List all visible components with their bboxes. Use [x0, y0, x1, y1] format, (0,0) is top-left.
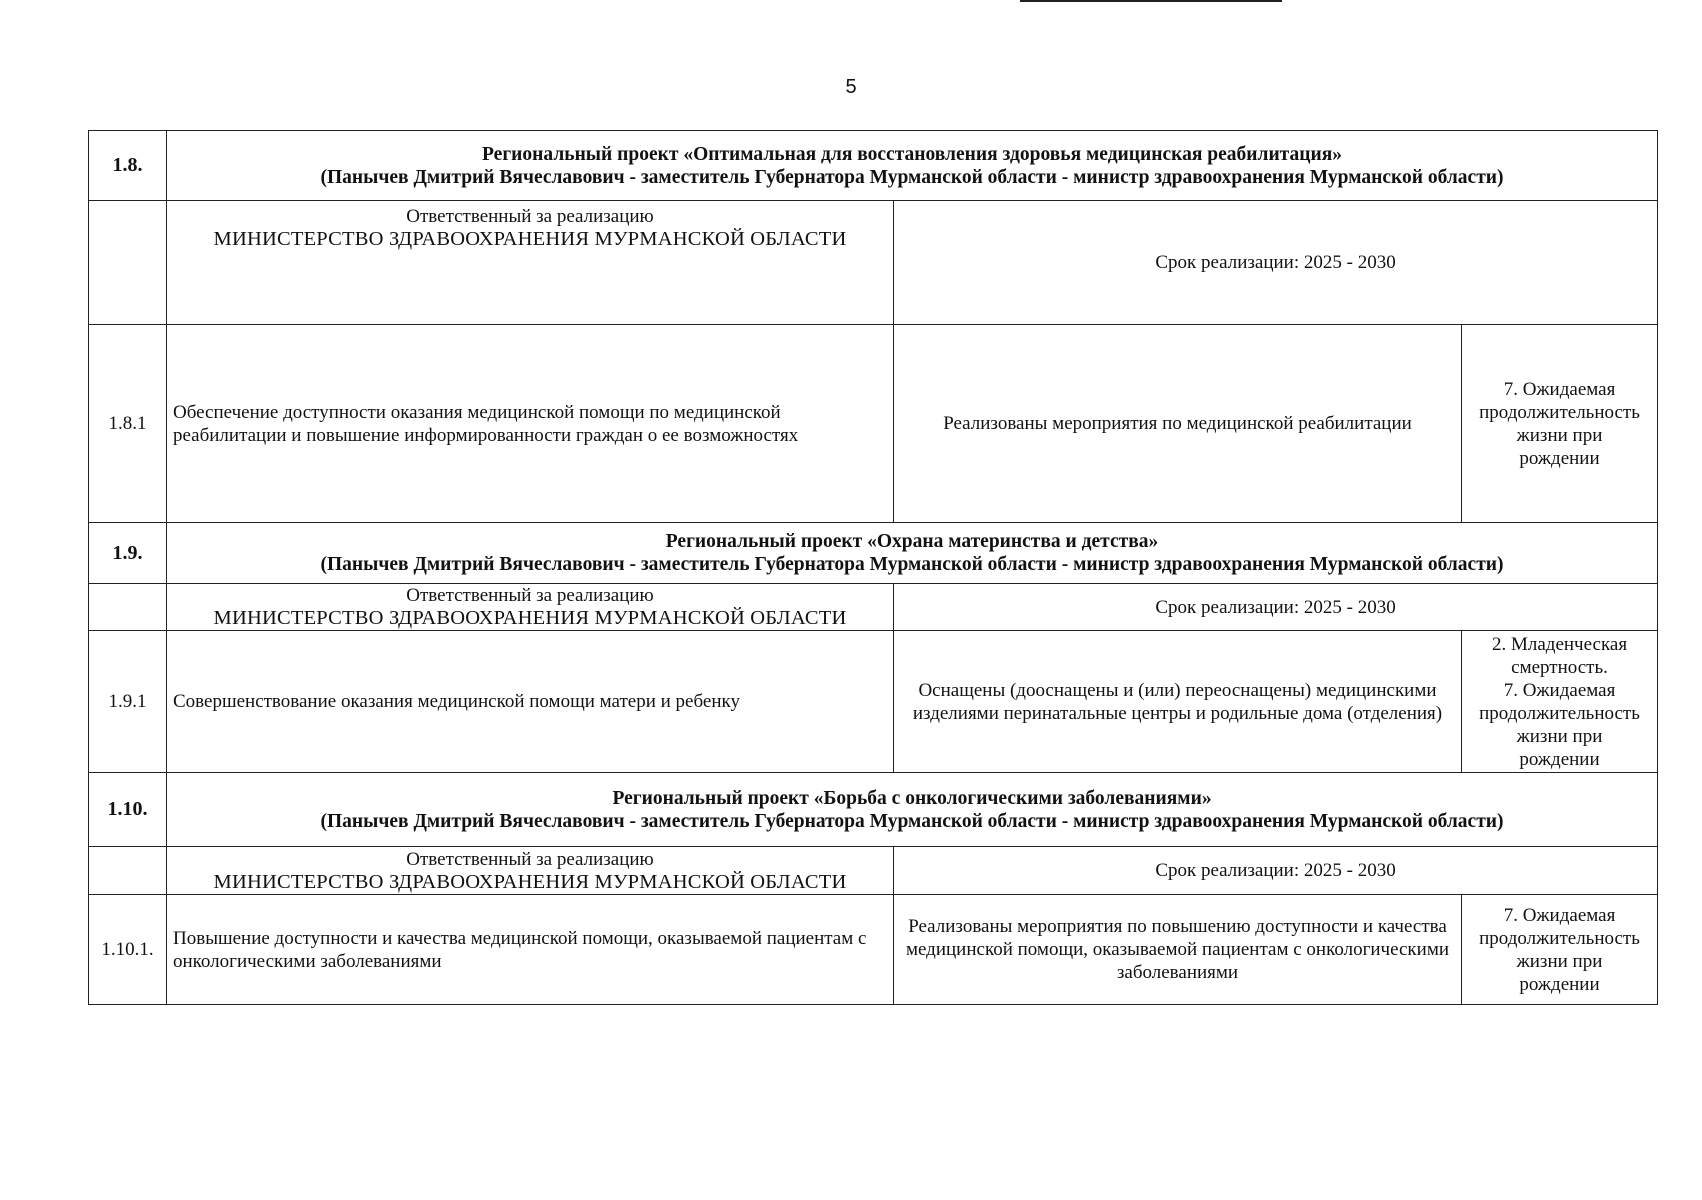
- project-title: Региональный проект «Оптимальная для восстановления здоровья медицинская реабилитация»: [482, 143, 1343, 165]
- responsible-cell: [167, 201, 894, 325]
- goal-line: продолжительность: [1479, 927, 1640, 949]
- responsible-row: [89, 847, 1658, 895]
- project-header: [167, 131, 1658, 201]
- empty-cell: [89, 201, 167, 325]
- goal-line: 7. Ожидаемая: [1503, 679, 1616, 701]
- section-number: 1.9.: [89, 523, 167, 584]
- task-description: Обеспечение доступности оказания медицинской помощи по медицинской реабилитации и повышение информированности граждан о ее возможностях: [167, 325, 894, 523]
- implementation-term: Срок реализации: 2025 - 2030: [894, 584, 1658, 631]
- task-result: Оснащены (дооснащены и (или) переоснащены) медицинскими изделиями перинатальные центры и родильные дома (отделения): [894, 631, 1462, 773]
- task-description: Повышение доступности и качества медицинской помощи, оказываемой пациентам с онкологическими заболеваниями: [167, 895, 894, 1005]
- task-number: 1.8.1: [89, 325, 167, 523]
- task-number: 1.9.1: [89, 631, 167, 773]
- responsible-label: Ответственный за реализацию: [406, 848, 654, 870]
- project-header: [167, 773, 1658, 847]
- task-goal: [1462, 895, 1658, 1005]
- task-row: [89, 631, 1658, 773]
- responsible-org: МИНИСТЕРСТВО ЗДРАВООХРАНЕНИЯ МУРМАНСКОЙ ОБЛАСТИ: [213, 607, 847, 629]
- goal-line: 2. Младенческая: [1491, 633, 1628, 655]
- goal-line: жизни при: [1516, 950, 1603, 972]
- goal-line: жизни при: [1516, 424, 1603, 446]
- section-number: 1.8.: [89, 131, 167, 201]
- project-title: Региональный проект «Охрана материнства и детства»: [665, 531, 1159, 552]
- responsible-cell: [167, 584, 894, 631]
- goal-line: 7. Ожидаемая: [1503, 904, 1616, 926]
- empty-cell: [89, 584, 167, 631]
- measures-table: [88, 130, 1658, 1005]
- task-goal: [1462, 325, 1658, 523]
- implementation-term: Срок реализации: 2025 - 2030: [894, 847, 1658, 895]
- responsible-org: МИНИСТЕРСТВО ЗДРАВООХРАНЕНИЯ МУРМАНСКОЙ ОБЛАСТИ: [213, 870, 847, 893]
- task-result: Реализованы мероприятия по медицинской реабилитации: [894, 325, 1462, 523]
- goal-line: рождении: [1519, 973, 1600, 995]
- implementation-term: Срок реализации: 2025 - 2030: [894, 201, 1658, 325]
- task-description: Совершенствование оказания медицинской помощи матери и ребенку: [167, 631, 894, 773]
- project-lead: (Панычев Дмитрий Вячеславович - заместитель Губернатора Мурманской области - министр здравоохранения Мурманской области): [320, 554, 1504, 575]
- project-lead: (Панычев Дмитрий Вячеславович - заместитель Губернатора Мурманской области - министр здравоохранения Мурманской области): [320, 166, 1504, 188]
- project-lead: (Панычев Дмитрий Вячеславович - заместитель Губернатора Мурманской области - министр здравоохранения Мурманской области): [320, 810, 1504, 832]
- goal-line: продолжительность: [1479, 401, 1640, 423]
- task-row: [89, 325, 1658, 523]
- section-number: 1.10.: [89, 773, 167, 847]
- project-row: [89, 523, 1658, 584]
- responsible-label: Ответственный за реализацию: [406, 585, 654, 606]
- responsible-org: МИНИСТЕРСТВО ЗДРАВООХРАНЕНИЯ МУРМАНСКОЙ ОБЛАСТИ: [213, 228, 847, 250]
- page-number: 5: [845, 76, 857, 98]
- project-title: Региональный проект «Борьба с онкологическими заболеваниями»: [612, 787, 1212, 809]
- task-goal: [1462, 631, 1658, 773]
- goal-line: смертность.: [1511, 656, 1608, 678]
- goal-line: 7. Ожидаемая: [1503, 378, 1616, 400]
- project-header: [167, 523, 1658, 584]
- responsible-cell: [167, 847, 894, 895]
- top-rule: [1020, 0, 1282, 2]
- responsible-row: [89, 584, 1658, 631]
- responsible-row: [89, 201, 1658, 325]
- task-number: 1.10.1.: [89, 895, 167, 1005]
- empty-cell: [89, 847, 167, 895]
- project-row: [89, 131, 1658, 201]
- project-row: [89, 773, 1658, 847]
- responsible-label: Ответственный за реализацию: [406, 206, 654, 227]
- goal-line: жизни при: [1516, 725, 1603, 747]
- task-row: [89, 895, 1658, 1005]
- goal-line: продолжительность: [1479, 702, 1640, 724]
- task-result: Реализованы мероприятия по повышению доступности и качества медицинской помощи, оказываемой пациентам с онкологическими заболеваниями: [894, 895, 1462, 1005]
- goal-line: рождении: [1519, 447, 1600, 469]
- goal-line: рождении: [1519, 748, 1600, 770]
